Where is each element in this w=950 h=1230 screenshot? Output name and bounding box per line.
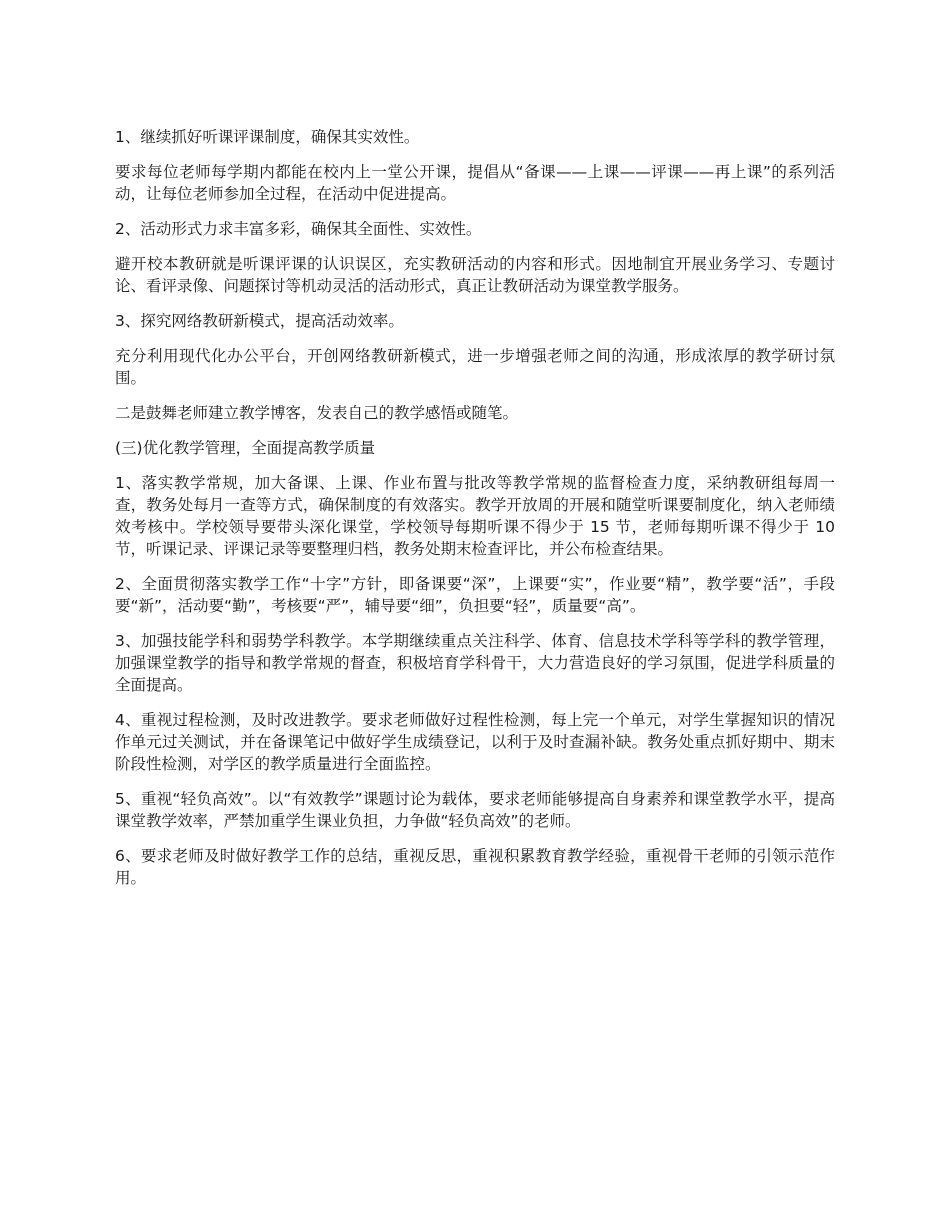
document-body — [115, 126, 835, 902]
paragraph-heading-2: 2、活动形式力求丰富多彩，确保其全面性、实效性。 — [115, 220, 482, 238]
paragraph-text: 避开校本教研就是听课评课的认识误区，充实教研活动的内容和形式。因地制宜开展业务学习、专题讨论、看评录像、问题探讨等机动灵活的活动形式，真正让教研活动为课堂教学服务。 — [115, 255, 835, 295]
paragraph-heading-3: 3、探究网络教研新模式，提高活动效率。 — [115, 312, 404, 330]
paragraph-text: 要求每位老师每学期内都能在校内上一堂公开课，提倡从“备课——上课——评课——再上课”的系列活动，让每位老师参加全过程，在活动中促进提高。 — [115, 163, 835, 203]
paragraph-item-1: 1、落实教学常规，加大备课、上课、作业布置与批改等教学常规的监督检查力度，采纳教研组每周一查，教务处每月一查等方式，确保制度的有效落实。教学开放周的开展和随堂听课要制度化，纳入老师绩效考核中。学校领导要带头深化课堂，学校领导每期听课不得少于 15 节，老师每期听课不得少于 10 节，听课记录、评课记录等要整理归档，教务处期末检查评比，并公布检查结果。 — [115, 474, 835, 558]
paragraph-text: 二是鼓舞老师建立教学博客，发表自己的教学感悟或随笔。 — [115, 404, 519, 422]
paragraph-item-3: 3、加强技能学科和弱势学科教学。本学期继续重点关注科学、体育、信息技术学科等学科的教学管理，加强课堂教学的指导和教学常规的督查，积极培育学科骨干，大力营造良好的学习氛围，促进学科质量的全面提高。 — [115, 632, 835, 694]
paragraph-item-2: 2、全面贯彻落实教学工作“十字”方针，即备课要“深”，上课要“实”，作业要“精”，教学要“活”，手段要“新”，活动要“勤”，考核要“严”，辅导要“细”，负担要“轻”，质量要“高”。 — [115, 575, 835, 615]
paragraph-item-5: 5、重视“轻负高效”。以“有效教学”课题讨论为载体，要求老师能够提高自身素养和课堂教学水平，提高课堂教学效率，严禁加重学生课业负担，力争做“轻负高效”的老师。 — [115, 790, 835, 830]
section-heading: (三)优化教学管理，全面提高教学质量 — [115, 439, 376, 457]
paragraph-item-4: 4、重视过程检测，及时改进教学。要求老师做好过程性检测，每上完一个单元，对学生掌握知识的情况作单元过关测试，并在备课笔记中做好学生成绩登记，以利于及时查漏补缺。教务处重点抓好期中、期末阶段性检测，对学区的教学质量进行全面监控。 — [115, 711, 835, 773]
paragraph-text: 充分利用现代化办公平台，开创网络教研新模式，进一步增强老师之间的沟通，形成浓厚的教学研讨氛围。 — [115, 347, 835, 387]
paragraph-item-6: 6、要求老师及时做好教学工作的总结，重视反思，重视积累教育教学经验，重视骨干老师的引领示范作用。 — [115, 847, 835, 887]
paragraph-heading-1: 1、继续抓好听课评课制度，确保其实效性。 — [115, 128, 420, 146]
